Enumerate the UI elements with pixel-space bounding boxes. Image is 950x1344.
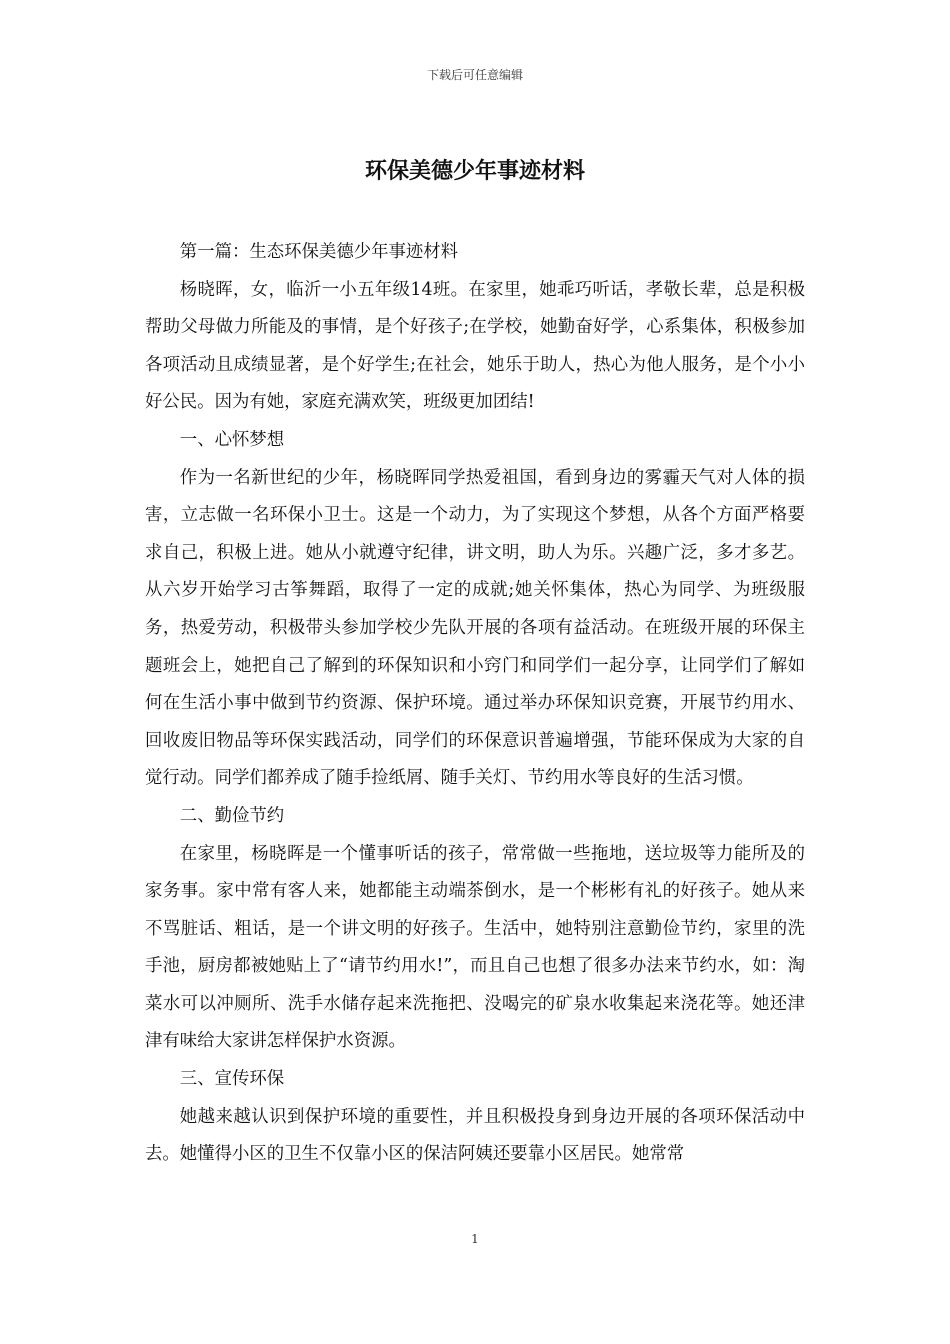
body-paragraph-dream: 作为一名新世纪的少年，杨晓晖同学热爱祖国，看到身边的雾霾天气对人体的损害，立志做一名环保小卫士。这是一个动力，为了实现这个梦想，从各个方面严格要求自己，积极上进。她从小就遵守纪律，讲文明，助人为乐。兴趣广泛，多才多艺。从六岁开始学习古筝舞蹈，取得了一定的成就;她关怀集体，热心为同学、为班级服务，热爱劳动，积极带头参加学校少先队开展的各项有益活动。在班级开展的环保主题班会上，她把自己了解到的环保知识和小窍门和同学们一起分享，让同学们了解如何在生活小事中做到节约资源、保护环境。通过举办环保知识竞赛，开展节约用水、回收废旧物品等环保实践活动，同学们的环保意识普遍增强，节能环保成为大家的自觉行动。同学们都养成了随手捡纸屑、随手关灯、节约用水等良好的生活习惯。	[145, 467, 805, 789]
page-number: 1	[471, 1232, 479, 1246]
section-heading-first-article: 第一篇：生态环保美德少年事迹材料	[179, 242, 459, 262]
body-paragraph-thrift: 在家里，杨晓晖是一个懂事听话的孩子，常常做一些拖地，送垃圾等力能所及的家务事。家中常有客人来，她都能主动端茶倒水，是一个彬彬有礼的好孩子。她从来不骂脏话、粗话，是一个讲文明的好孩子。生活中，她特别注意勤俭节约，家里的洗手池，厨房都被她贴上了“请节约用水!”，而且自己也想了很多办法来节约水，如：淘菜水可以冲厕所、洗手水储存起来洗拖把、没喝完的矿泉水收集起来浇花等。她还津津有味给大家讲怎样保护水资源。	[145, 843, 805, 1052]
section-heading-dream: 一、心怀梦想	[179, 429, 285, 450]
header-note: 下载后可任意编辑	[426, 68, 523, 82]
body-paragraph-promotion: 她越来越认识到保护环境的重要性，并且积极投身到身边开展的各项环保活动中去。她懂得小区的卫生不仅靠小区的保洁阿姨还要靠小区居民。她常常	[145, 1106, 805, 1165]
document-body	[145, 234, 805, 1174]
body-paragraph-intro: 杨晓晖，女，临沂一小五年级14班。在家里，她乖巧听话，孝敬长辈，总是积极帮助父母做力所能及的事情，是个好孩子;在学校，她勤奋好学，心系集体，积极参加各项活动且成绩显著，是个好学生;在社会，她乐于助人，热心为他人服务，是个小小好公民。因为有她，家庭充满欢笑，班级更加团结!	[145, 279, 805, 413]
section-heading-thrift: 二、勤俭节约	[179, 805, 285, 826]
section-heading-promotion: 三、宣传环保	[179, 1069, 285, 1090]
document-title: 环保美德少年事迹材料	[364, 159, 585, 184]
